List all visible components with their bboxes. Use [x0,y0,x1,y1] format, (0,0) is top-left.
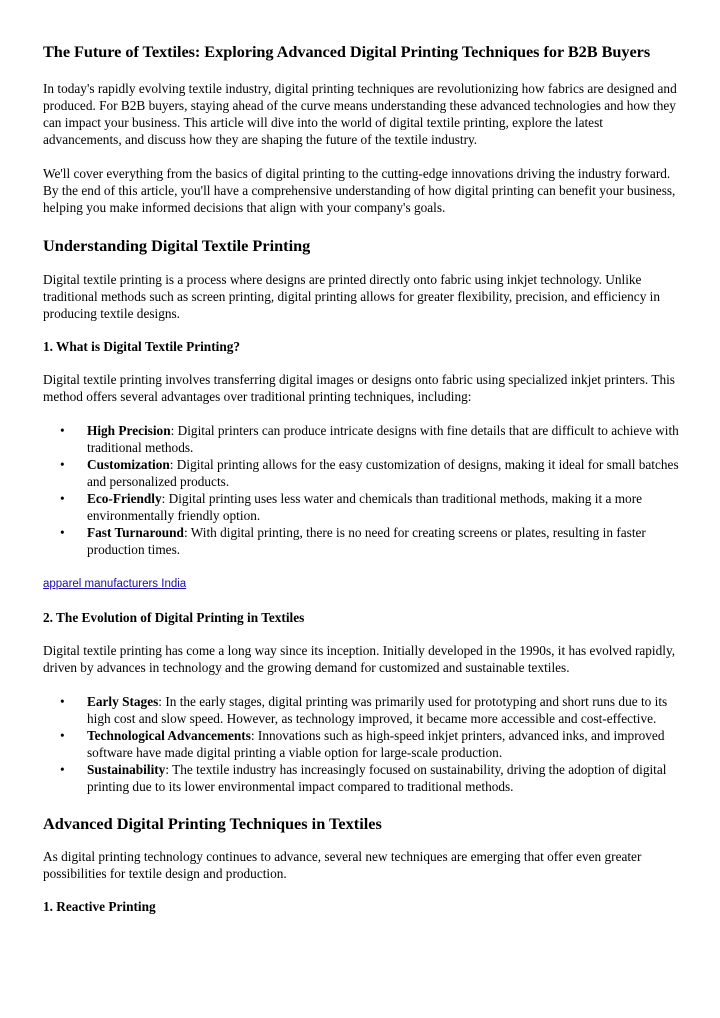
list-item-term: Eco-Friendly [87,491,162,506]
list-item-term: Customization [87,457,170,472]
what-is-paragraph: Digital textile printing involves transferring digital images or designs onto fabric using specialized inkjet printers. This method offers several advantages over traditional printing techniques, including: [43,372,675,404]
bullet-glyph: • [60,491,65,506]
evolution-paragraph: Digital textile printing has come a long way since its inception. Initially developed in the 1990s, it has evolved rapidly, driven by advances in technology and the growing demand for customized and sustainable textiles. [43,643,676,675]
document-title: The Future of Textiles: Exploring Advanced Digital Printing Techniques for B2B Buyers [43,42,651,61]
list-item-term: Sustainability [87,762,166,777]
list-item-term: High Precision [87,423,171,438]
list-item [43,456,679,490]
document-page [43,0,679,915]
link-row [43,574,679,592]
section-heading-advanced: Advanced Digital Printing Techniques in Textiles [43,814,382,833]
bullet-glyph: • [60,423,65,438]
subheading-what-is: 1. What is Digital Textile Printing? [43,339,241,354]
list-item [43,422,679,456]
list-item-text: : Digital printing uses less water and chemicals than traditional methods, making it a more environmentally friendly option. [87,491,643,523]
list-item-term: Technological Advancements [87,728,251,743]
list-item-text: : Digital printing allows for the easy customization of designs, making it ideal for small batches and personalized products. [87,457,679,489]
list-item-text: : In the early stages, digital printing was primarily used for prototyping and short runs due to its high cost and slow speed. However, as technology improved, it became more accessible and cost-effective. [87,694,668,726]
subheading-evolution: 2. The Evolution of Digital Printing in Textiles [43,610,305,625]
section-heading-understanding: Understanding Digital Textile Printing [43,236,311,255]
list-item-text: : The textile industry has increasingly focused on sustainability, driving the adoption of digital printing due to its lower environmental impact compared to traditional methods. [87,762,667,794]
section1-paragraph: Digital textile printing is a process where designs are printed directly onto fabric using inkjet technology. Unlike traditional methods such as screen printing, digital printing allows for greater flexibility, precision, and efficiency in producing textile designs. [43,272,661,321]
bullet-glyph: • [60,457,65,472]
intro-paragraph-2: We'll cover everything from the basics of digital printing to the cutting-edge innovations driving the industry forward. By the end of this article, you'll have a comprehensive understanding of how digital printing can benefit your business, helping you make informed decisions that align with your company's goals. [43,166,676,215]
list-item-text: : With digital printing, there is no need for creating screens or plates, resulting in faster production times. [87,525,646,557]
list-item-term: Fast Turnaround [87,525,184,540]
bullet-glyph: • [60,525,65,540]
section2-paragraph: As digital printing technology continues to advance, several new techniques are emerging that offer even greater possibilities for textile design and production. [43,849,642,881]
evolution-list [43,693,679,795]
list-item-text: : Digital printers can produce intricate designs with fine details that are difficult to achieve with traditional methods. [87,423,679,455]
list-item [43,490,679,524]
list-item-term: Early Stages [87,694,159,709]
bullet-glyph: • [60,728,65,743]
list-item [43,727,679,761]
bullet-glyph: • [60,694,65,709]
apparel-manufacturers-link[interactable]: apparel manufacturers India [43,578,187,590]
intro-paragraph-1: In today's rapidly evolving textile industry, digital printing techniques are revolutionizing how fabrics are designed and produced. For B2B buyers, staying ahead of the curve means understanding these advanced technologies and how they can impact your business. This article will dive into the world of digital textile printing, explore the latest advancements, and discuss how they are shaping the future of the textile industry. [43,81,677,147]
list-item-text: : Innovations such as high-speed inkjet printers, advanced inks, and improved software have made digital printing a viable option for large-scale production. [87,728,665,760]
list-item [43,693,679,727]
list-item [43,761,679,795]
bullet-glyph: • [60,762,65,777]
advantages-list [43,422,679,558]
subheading-reactive-printing: 1. Reactive Printing [43,899,156,914]
list-item [43,524,679,558]
